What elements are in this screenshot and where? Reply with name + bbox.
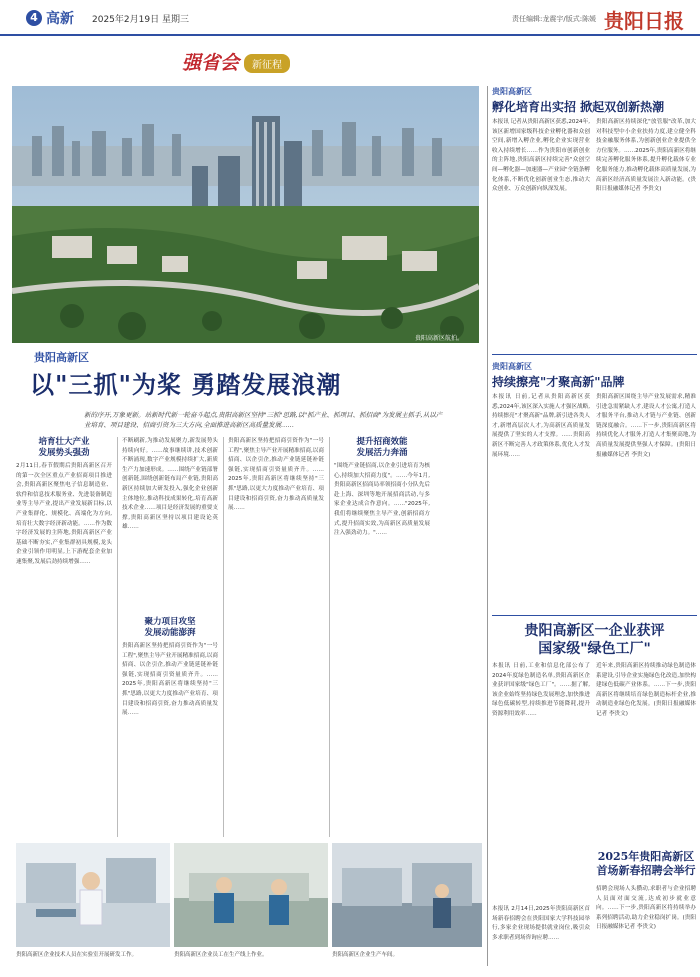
column-banner	[182, 48, 372, 74]
page-number: 4	[26, 10, 42, 26]
main-story-kicker: 贵阳高新区	[34, 351, 89, 364]
workshop-photo-caption: 贵阳高新区企业生产车间。	[332, 952, 399, 958]
main-story-col-2: 不断刷新,为推动发展聚力,新发展势头持续向好。……故事继续讲,技术创新不断涌现,数字产业规模持续扩大,新质生产力加速形成。……围绕产业链部署创新链,围绕创新链布局产业链,贵阳高新区持续加大研发投入,强化企业创新主体地位,推动科技成果转化,培育高新技术企业……项目是经济发展的重要支撑,贵阳高新区坚持以项目建设论英雄……	[122, 438, 218, 531]
section-name: 高新	[46, 11, 74, 27]
issue-date: 2025年2月19日 星期三	[92, 15, 189, 25]
story3-title: 持续擦亮"才聚高新"品牌	[492, 375, 625, 389]
story4-col-1: 本报讯 日前,工业和信息化部公布了2024年度绿色制造名单,贵阳高新区企业获评国家级"绿色工厂"。……据了解,该企业始终坚持绿色发展理念,加快推进绿色低碳转型,持续推进节能降耗,提升资源利用效率……	[492, 663, 590, 717]
main-story-col-3: 贵阳高新区坚持把招商引资作为"一号工程",聚焦主导产业开展精准招商,以商招商、以企引企,推动产业链延链补链强链,实现招商引资量质齐升。……2025年,贵阳高新区将继续坚持"三抓"思路,以更大力度推动产业培育、项目建设和招商引资,奋力推动高质量发展……	[228, 438, 324, 512]
production-photo-caption: 贵阳高新区企业员工在生产线上作业。	[174, 952, 268, 958]
story5-col-1: 本报讯 2月14日,2025年贵阳高新区首场新春招聘会在贵阳国家大学科技园举行,多家企业现场提供就业岗位,吸引众多求职者到场咨询应聘……	[492, 906, 590, 941]
story3-kicker: 贵阳高新区	[492, 362, 532, 371]
subhead-industry: 培育壮大产业 发展势头强劲	[38, 437, 90, 458]
column-divider	[223, 437, 224, 837]
main-story-col-4: "围绕产业链招商,以企业引进培育为核心,持续加大招商力度"。……今年1月,贵阳高新区招商局率领招商小分队先后赴上海、深圳等地开展招商活动,与多家企业达成合作意向。……"2025年,我们将继续聚焦主导产业,创新招商方式,提升招商实效,为高新区高质量发展注入强劲动力。"……	[334, 463, 430, 537]
aerial-photo-caption: 贵阳高新区航拍。	[415, 335, 464, 342]
production-photo-illustration	[174, 843, 328, 947]
main-story-col-2b: 贵阳高新区坚持把招商引资作为"一号工程",聚焦主导产业开展精准招商,以商招商、以企引企,推动产业链延链补链强链,实现招商引资量质齐升。……2025年,贵阳高新区将继续坚持"三抓"思路,以更大力度推动产业培育、项目建设和招商引资,奋力推动高质量发展……	[122, 643, 218, 717]
column-divider	[117, 437, 118, 837]
aerial-photo	[12, 86, 479, 343]
story2-title: 孵化培育出实招 掀起双创新热潮	[492, 100, 665, 114]
section-rule	[492, 354, 697, 355]
editors-line: 责任编辑:龙震宇/版式:陈媛	[512, 15, 597, 23]
right-column-divider	[487, 86, 488, 966]
story3-col-2: 贵阳高新区围绕主导产业发展需求,精准引进急需紧缺人才,建设人才公寓,打造人才服务平台,推动人才链与产业链、创新链深度融合。……下一步,贵阳高新区将持续优化人才服务,打造人才集聚高地,为高质量发展提供坚强人才保障。(贵阳日报融媒体记者 李贵文)	[596, 394, 696, 458]
main-story-col-1: 2月11日,春节假期后贵阳高新区召开的第一次全区重点产业招商项目推进会,贵阳高新区聚焦电子信息制造业、软件和信息技术服务业、先进装备制造业等主导产业,提出产业发展新目标,以产业集群化、规模化、高端化为方向,培育壮大数字经济新动能。……作为数字经济发展的主阵地,贵阳高新区产业基础不断夯实,产业集群初具规模,龙头企业引领作用明显,上下游配套企业加速集聚,发展后劲持续增强……	[16, 463, 112, 565]
subhead-investment: 提升招商效能 发展活力奔涌	[356, 437, 408, 458]
production-photo	[174, 843, 328, 947]
aerial-photo-illustration	[12, 86, 479, 343]
story5-title: 2025年贵阳高新区 首场新春招聘会举行	[596, 850, 696, 877]
workshop-photo-illustration	[332, 843, 482, 947]
story3-col-1: 本报讯 日前,记者从贵阳高新区获悉,2024年,该区深入实施人才强区战略,持续擦亮"才聚高新"品牌,新引进各类人才,新增高层次人才,为高新区高质量发展提供了坚实的人才支撑。……贵阳高新区不断完善人才政策体系,优化人才发展环境……	[492, 394, 590, 458]
page-header	[0, 0, 700, 36]
column-divider	[329, 437, 330, 837]
section-rule	[492, 615, 697, 616]
story2-kicker: 贵阳高新区	[492, 87, 532, 96]
banner-sub: 新征程	[244, 54, 290, 73]
main-story-lead: 新的序开,万象更新。站新时代新一轮奋斗起点,贵阳高新区坚持"三抓"思路,以"抓产业、抓项目、抓招商"为发展主抓手,从以产业培育、项目建设、招商引资为三大方向,全面推进高新区高质量发展……	[84, 411, 443, 429]
subhead-projects: 聚力项目攻坚 发展动能澎湃	[144, 617, 196, 638]
main-story-title: 以"三抓"为桨 勇踏发展浪潮	[30, 370, 342, 399]
lab-photo-caption: 贵阳高新区企业技术人员在实验室开展研发工作。	[16, 952, 138, 958]
masthead-logo: 贵阳日报	[604, 9, 684, 33]
story2-col-1: 本报讯 记者从贵阳高新区获悉,2024年,该区新增国家级科技企业孵化器和众创空间,新增入孵企业,孵化企业实现营业收入持续增长……作为贵阳市创新创业的主阵地,贵阳高新区持续完善"众创空间—孵化器—加速器—产业园"全链条孵化体系,不断优化创新创业生态,推动大众创业、万众创新向纵深发展。	[492, 119, 590, 193]
story2-col-2: 贵阳高新区持续深化"放管服"改革,加大对科技型中小企业扶持力度,建立健全科技金融服务体系,为创新创业企业提供全方位服务。……2025年,贵阳高新区将继续完善孵化服务体系,提升孵化载体专业化服务能力,推动孵化载体高质量发展,为高新区经济高质量发展注入新动能。(贵阳日报融媒体记者 李贵文)	[596, 119, 696, 193]
lab-photo-illustration	[16, 843, 170, 947]
workshop-photo	[332, 843, 482, 947]
story4-title: 贵阳高新区一企业获评 国家级"绿色工厂"	[524, 623, 665, 657]
banner-main: 强省会	[182, 52, 240, 74]
story5-col-2: 招聘会现场人头攒动,求职者与企业招聘人员面对面交流,达成初步就业意向。……下一步,贵阳高新区将持续举办系列招聘活动,助力企业稳岗扩岗。(贵阳日报融媒体记者 李贵文)	[596, 886, 696, 931]
story4-col-2: 近年来,贵阳高新区持续推动绿色制造体系建设,引导企业实施绿色化改造,加快构建绿色低碳产业体系。……下一步,贵阳高新区将继续培育绿色制造标杆企业,推动制造业绿色化发展。(贵阳日报融媒体记者 李贵文)	[596, 663, 696, 717]
lab-photo	[16, 843, 170, 947]
